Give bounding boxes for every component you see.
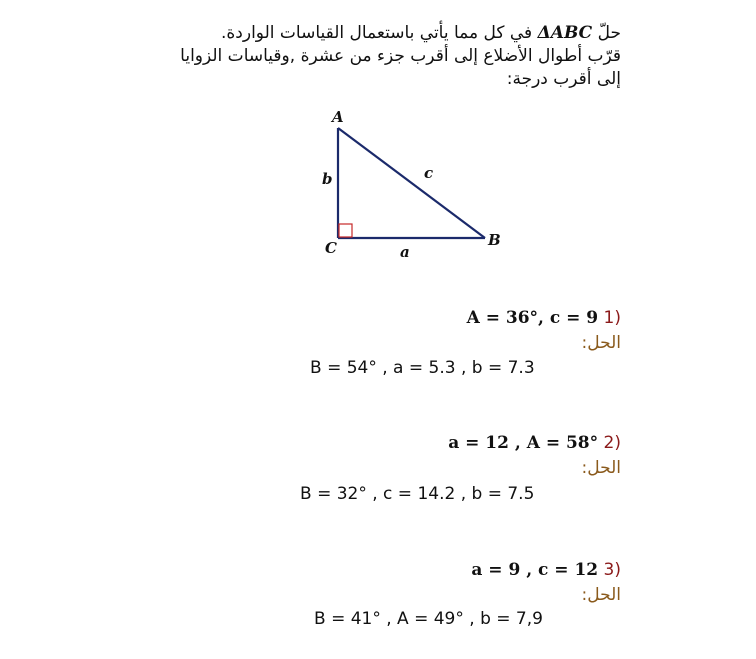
- side-b-label: b: [322, 170, 333, 188]
- side-a-label: a: [400, 243, 410, 261]
- triangle-symbol: ΔABC: [537, 23, 593, 43]
- instruction-line-2: قرّب أطوال الأضلاع إلى أقرب جزء من عشرة ,وقياسات الزوايا: [180, 46, 621, 66]
- answer-1: B = 54° , a = 5.3 , b = 7.3: [310, 358, 535, 378]
- problem-3: [221, 558, 621, 582]
- instruction-text: في كل مما يأتي باستعمال القياسات الواردة.: [220, 23, 533, 43]
- side-c-label: c: [424, 164, 434, 182]
- vertex-c-label: C: [325, 239, 337, 257]
- solve-word: حلّ: [597, 23, 621, 43]
- solution-label-2: الحل:: [581, 458, 621, 478]
- problem-1: [221, 306, 621, 330]
- problem-number: 2): [603, 433, 621, 453]
- solution-label-3: الحل:: [581, 585, 621, 605]
- instruction-line-1: [61, 22, 621, 45]
- problem-2: [221, 431, 621, 455]
- problem-given: a = 12 , A = 58°: [448, 433, 599, 453]
- problem-given: a = 9 , c = 12: [471, 560, 599, 580]
- vertex-a-label: A: [332, 108, 344, 126]
- answer-3: B = 41° , A = 49° , b = 7,9: [314, 609, 543, 629]
- instruction-line-3: إلى أقرب درجة:: [506, 69, 621, 89]
- instructions: [61, 22, 621, 91]
- vertex-b-label: B: [488, 231, 501, 249]
- problem-given: A = 36°, c = 9: [466, 308, 599, 328]
- problem-number: 3): [603, 560, 621, 580]
- answer-2: B = 32° , c = 14.2 , b = 7.5: [300, 484, 535, 504]
- solution-label-1: الحل:: [581, 333, 621, 353]
- side-c-line: [338, 128, 485, 238]
- right-angle-marker: [339, 224, 352, 237]
- right-triangle-diagram: [300, 100, 530, 270]
- problem-number: 1): [603, 308, 621, 328]
